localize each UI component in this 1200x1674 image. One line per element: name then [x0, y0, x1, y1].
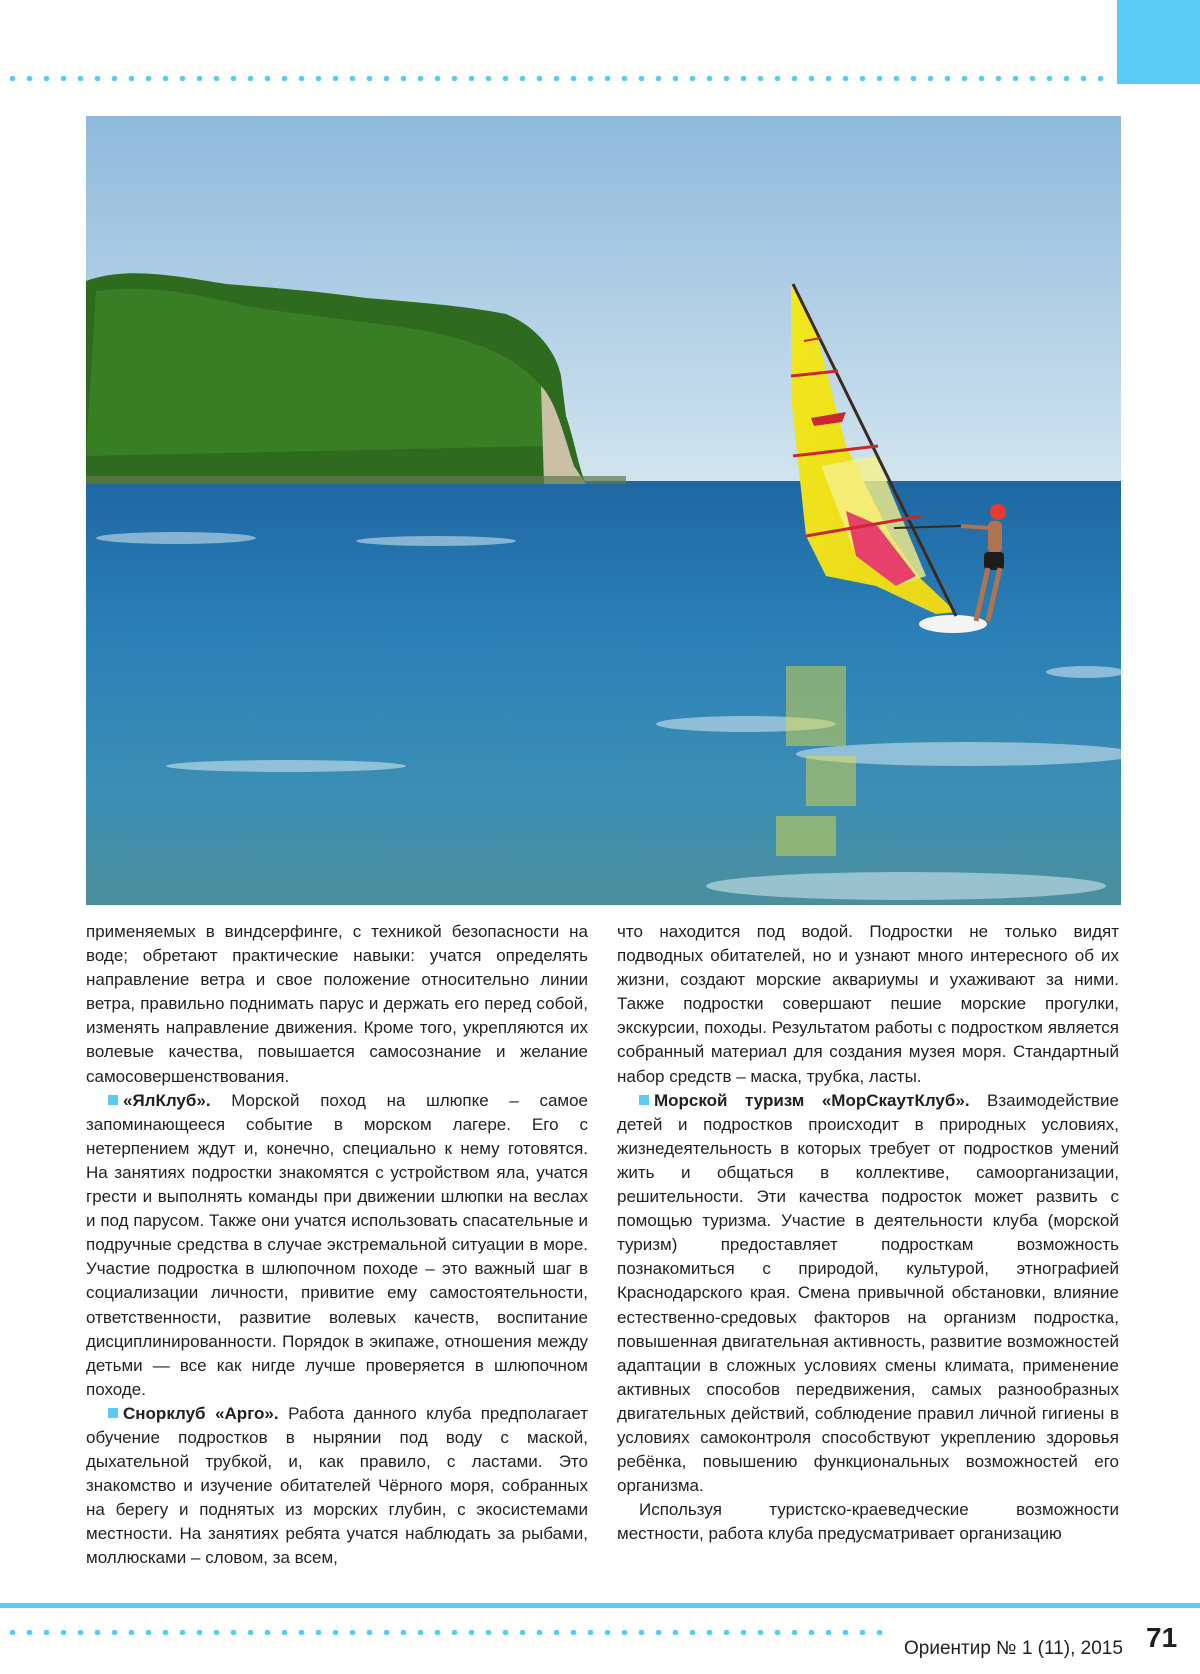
section-text-yalclub: Морской поход на шлюпке – самое запоминающееся событие в морском лагере. Его с нетерпением ждут и, конечно, специально к нему готовятся. На занятиях подростки знакомятся с устройством яла, учатся грести и выполнять команды при движении шлюпки на веслах и под парусом. Также они учатся использовать спасательные и подручные средства в случае экстремальной ситуации в море. Участие подростка в шлюпочном походе – это важный шаг в социализации личности, привитие ему самостоятельности, ответственности, развитие волевых качеств, воспитание дисциплинированности. Порядок в экипаже, отношения между детьми — все как нигде лучше проверяется в шлюпочном походе. [86, 1090, 588, 1399]
section-text-argo: Работа данного клуба предполагает обучение подростков в нырянии под воду с маской, дыхательной трубкой, и, как правило, с ластами. Это знакомство и изучение обитателей Чёрного моря, собранных на берегу и поднятых из морских глубин, с экосистемами местности. На занятиях ребята учатся наблюдать за рыбами, моллюсками – словом, за всем, [86, 1403, 588, 1568]
paragraph-morscout [617, 1089, 1119, 1499]
page-number: 71 [1146, 1622, 1178, 1653]
footer-rule [0, 1603, 1200, 1608]
corner-tab [1117, 0, 1200, 84]
square-bullet-icon [108, 1408, 118, 1418]
shoreline [86, 476, 626, 484]
square-bullet-icon [108, 1095, 118, 1105]
paragraph-argo [86, 1402, 588, 1571]
journal-issue: Ориентир № 1 (11), 2015 [904, 1638, 1123, 1659]
article-column-right [617, 920, 1119, 1546]
square-bullet-icon [639, 1095, 649, 1105]
paragraph-underwater: что находится под водой. Подростки не только видят подводных обитателей, но и узнают много интересного об их жизни, создают морские аквариумы и ухаживают за ними. Также подростки совершают пешие морские прогулки, экскурсии, походы. Результатом работы с подростком является собранный материал для создания музея моря. Стандартный набор средств – маска, трубка, ласты. [617, 922, 1119, 1086]
paragraph-windsurfing: применяемых в виндсерфинге, с техникой безопасности на воде; обретают практические навыки: учатся определять направление ветра и свое положение относительно линии ветра, правильно поднимать парус и держать его перед собой, изменять направление движения. Кроме того, укрепляются их волевые качества, повышается самосознание и желание самосовершенствования. [86, 922, 588, 1086]
paragraph-tourism: Используя туристско-краеведческие возможности местности, работа клуба предусматривает организацию [617, 1500, 1119, 1544]
sea [86, 481, 1121, 905]
section-title-argo: Снорклуб «Арго». [123, 1403, 279, 1423]
section-text-morscout: Взаимодействие детей и подростков происходит в природных условиях, жизнедеятельность в которых требует от подростков умений жить и общаться в коллективе, самоорганизации, решительности. Эти качества подросток может развить с помощью туризма. Участие в деятельности клуба (морской туризм) предоставляет подросткам возможность познакомиться с природой, культурой, этнографией Краснодарского края. Смена привычной обстановки, влияние естественно-средовых факторов на организм подростка, повышенная двигательная активность, развитие возможностей адаптации в сложных условиях смены климата, применение активных способов передвижения, самых разнообразных двигательных действий, соблюдение правил личной гигиены в условиях самоконтроля способствуют укреплению здоровья ребёнка, повышению функциональных возможностей его организма. [617, 1090, 1120, 1496]
paragraph-yalclub [86, 1089, 588, 1402]
section-title-yalclub: «ЯлКлуб». [123, 1090, 211, 1110]
bottom-dotted-rule [4, 1630, 884, 1635]
article-column-left [86, 920, 588, 1571]
windsurfing-photo [86, 116, 1121, 905]
top-dotted-rule [4, 76, 1114, 81]
section-title-morscout: Морской туризм «МорСкаутКлуб». [654, 1090, 970, 1110]
